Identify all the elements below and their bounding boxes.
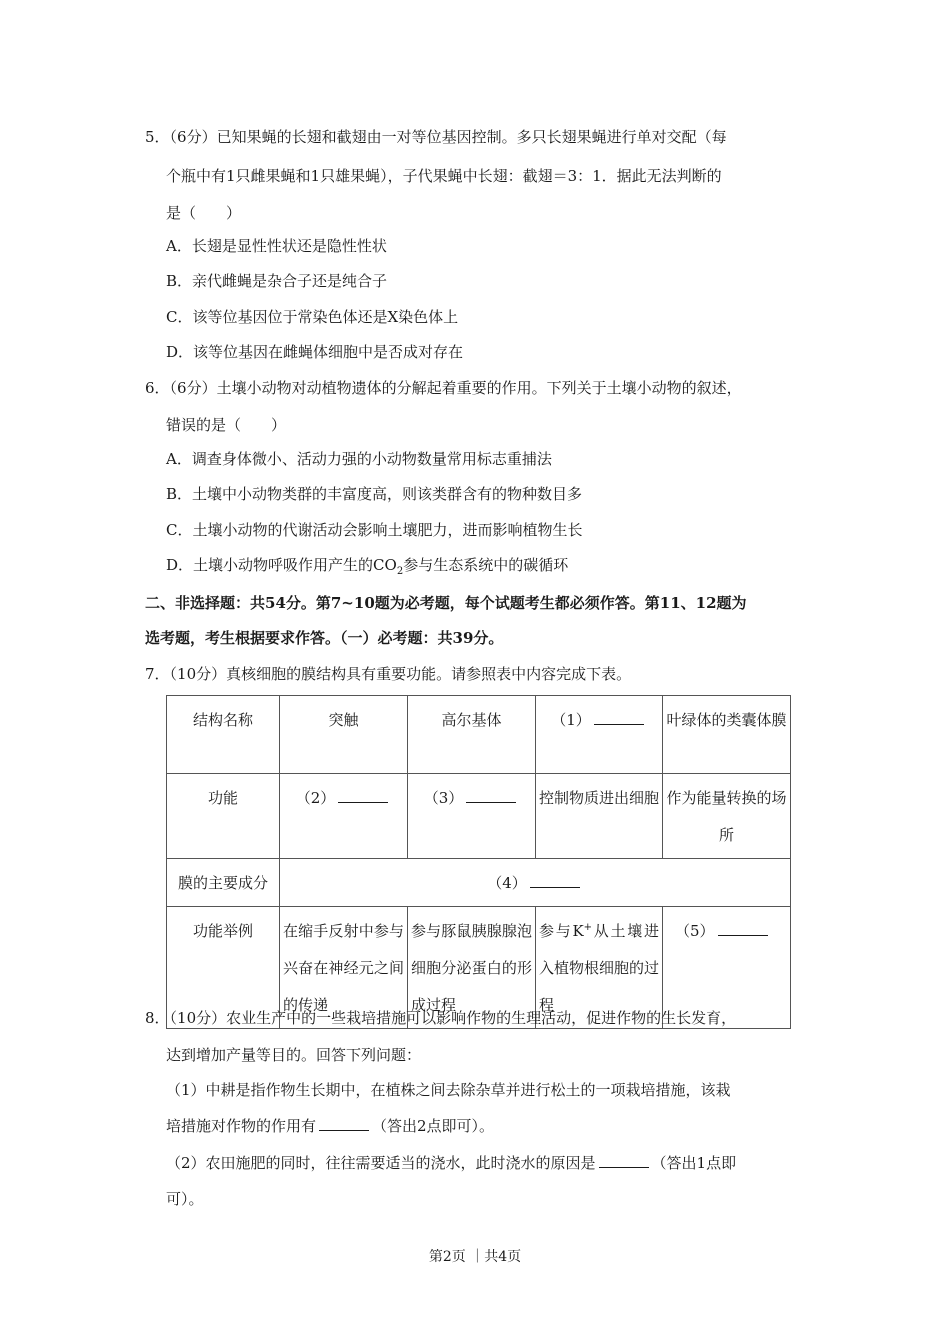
q5-stem-line2: 个瓶中有1只雌果蝇和1只雄果蝇），子代果蝇中长翅：截翅＝3：1．据此无法判断的 <box>166 167 722 185</box>
k-ion-superscript: + <box>583 922 593 933</box>
answer-blank-q8-1[interactable] <box>319 1116 369 1131</box>
answer-blank-2[interactable] <box>338 788 388 803</box>
answer-blank-4[interactable] <box>530 873 580 888</box>
q5-option-b: B．亲代雌蝇是杂合子还是纯合子 <box>166 272 388 290</box>
q8-stem-line1: 8．（10分）农业生产中的一些栽培措施可以影响作物的生理活动，促进作物的生长发育， <box>145 1009 737 1027</box>
cell-control-transport: 控制物质进出细胞 <box>536 774 663 859</box>
answer-blank-q8-2[interactable] <box>599 1153 649 1168</box>
page-footer: 第2页 ｜共4页 <box>428 1249 522 1265</box>
cell-blank-5: （5） <box>663 907 791 1029</box>
q6-option-a: A．调查身体微小、活动力强的小动物数量常用标志重捕法 <box>166 450 552 468</box>
table-row <box>167 696 791 774</box>
q8-part1-line1: （1）中耕是指作物生长期中，在植株之间去除杂草并进行松土的一项栽培措施，该栽 <box>166 1081 731 1099</box>
q6-option-c: C．土壤小动物的代谢活动会影响土壤肥力，进而影响植物生长 <box>166 521 583 539</box>
row-header-function: 功能 <box>167 774 280 859</box>
cell-blank-2: （2） <box>280 774 408 859</box>
cell-blank-4: （4） <box>280 859 791 907</box>
cell-energy-conversion: 作为能量转换的场所 <box>663 774 791 859</box>
answer-blank-1[interactable] <box>594 710 644 725</box>
q6-option-d <box>166 555 568 575</box>
q5-stem-line1: 5．（6分）已知果蝇的长翅和截翅由一对等位基因控制。多只长翅果蝇进行单对交配（每 <box>145 128 727 146</box>
q7-stem: 7．（10分）真核细胞的膜结构具有重要功能。请参照表中内容完成下表。 <box>145 665 632 683</box>
q5-stem-line3: 是（ ） <box>166 204 242 222</box>
cell-example-membrane: 参与K+从土壤进入植物根细胞的过程 <box>536 907 663 1029</box>
q8-part2-line2: 可）。 <box>166 1190 204 1208</box>
row-header-composition: 膜的主要成分 <box>167 859 280 907</box>
q6-option-b: B．土壤中小动物类群的丰富度高，则该类群含有的物种数目多 <box>166 485 583 503</box>
row-header-example: 功能举例 <box>167 907 280 1029</box>
q6-stem-line1: 6．（6分）土壤小动物对动植物遗体的分解起着重要的作用。下列关于土壤小动物的叙述， <box>145 379 742 397</box>
answer-blank-3[interactable] <box>466 788 516 803</box>
q5-option-d: D．该等位基因在雌蝇体细胞中是否成对存在 <box>166 343 464 361</box>
q6-option-d-subscript: 2 <box>396 566 404 577</box>
q7-table <box>166 695 791 1029</box>
cell-blank-1: （1） <box>536 696 663 774</box>
cell-example-synapse: 在缩手反射中参与兴奋在神经元之间的传递 <box>280 907 408 1029</box>
q8-part2-line1: （2）农田施肥的同时，往往需要适当的浇水，此时浇水的原因是 （答出1点即 <box>166 1154 737 1172</box>
answer-blank-5[interactable] <box>718 921 768 936</box>
q5-option-c: C．该等位基因位于常染色体还是X染色体上 <box>166 308 459 326</box>
cell-example-golgi: 参与豚鼠胰腺腺泡细胞分泌蛋白的形成过程 <box>408 907 536 1029</box>
q8-part1-line2: 培措施对作物的作用有 （答出2点即可）。 <box>166 1117 495 1135</box>
section2-heading-line1: 二、非选择题：共54分。第7~10题为必考题，每个试题考生都必须作答。第11、12题为 <box>145 594 747 612</box>
q6-stem-line2: 错误的是（ ） <box>166 416 287 434</box>
q6-option-d-rest: 参与生态系统中的碳循环 <box>403 556 569 574</box>
table-row <box>167 774 791 859</box>
cell-synapse: 突触 <box>280 696 408 774</box>
row-header-structure: 结构名称 <box>167 696 280 774</box>
cell-thylakoid: 叶绿体的类囊体膜 <box>663 696 791 774</box>
section2-heading-line2: 选考题，考生根据要求作答。（一）必考题：共39分。 <box>145 629 504 647</box>
q6-option-d-text: D．土壤小动物呼吸作用产生的CO <box>166 556 397 574</box>
q5-option-a: A．长翅是显性性状还是隐性性状 <box>166 237 387 255</box>
cell-blank-3: （3） <box>408 774 536 859</box>
q8-stem-line2: 达到增加产量等目的。回答下列问题： <box>166 1046 422 1064</box>
table-row <box>167 859 791 907</box>
cell-golgi: 高尔基体 <box>408 696 536 774</box>
